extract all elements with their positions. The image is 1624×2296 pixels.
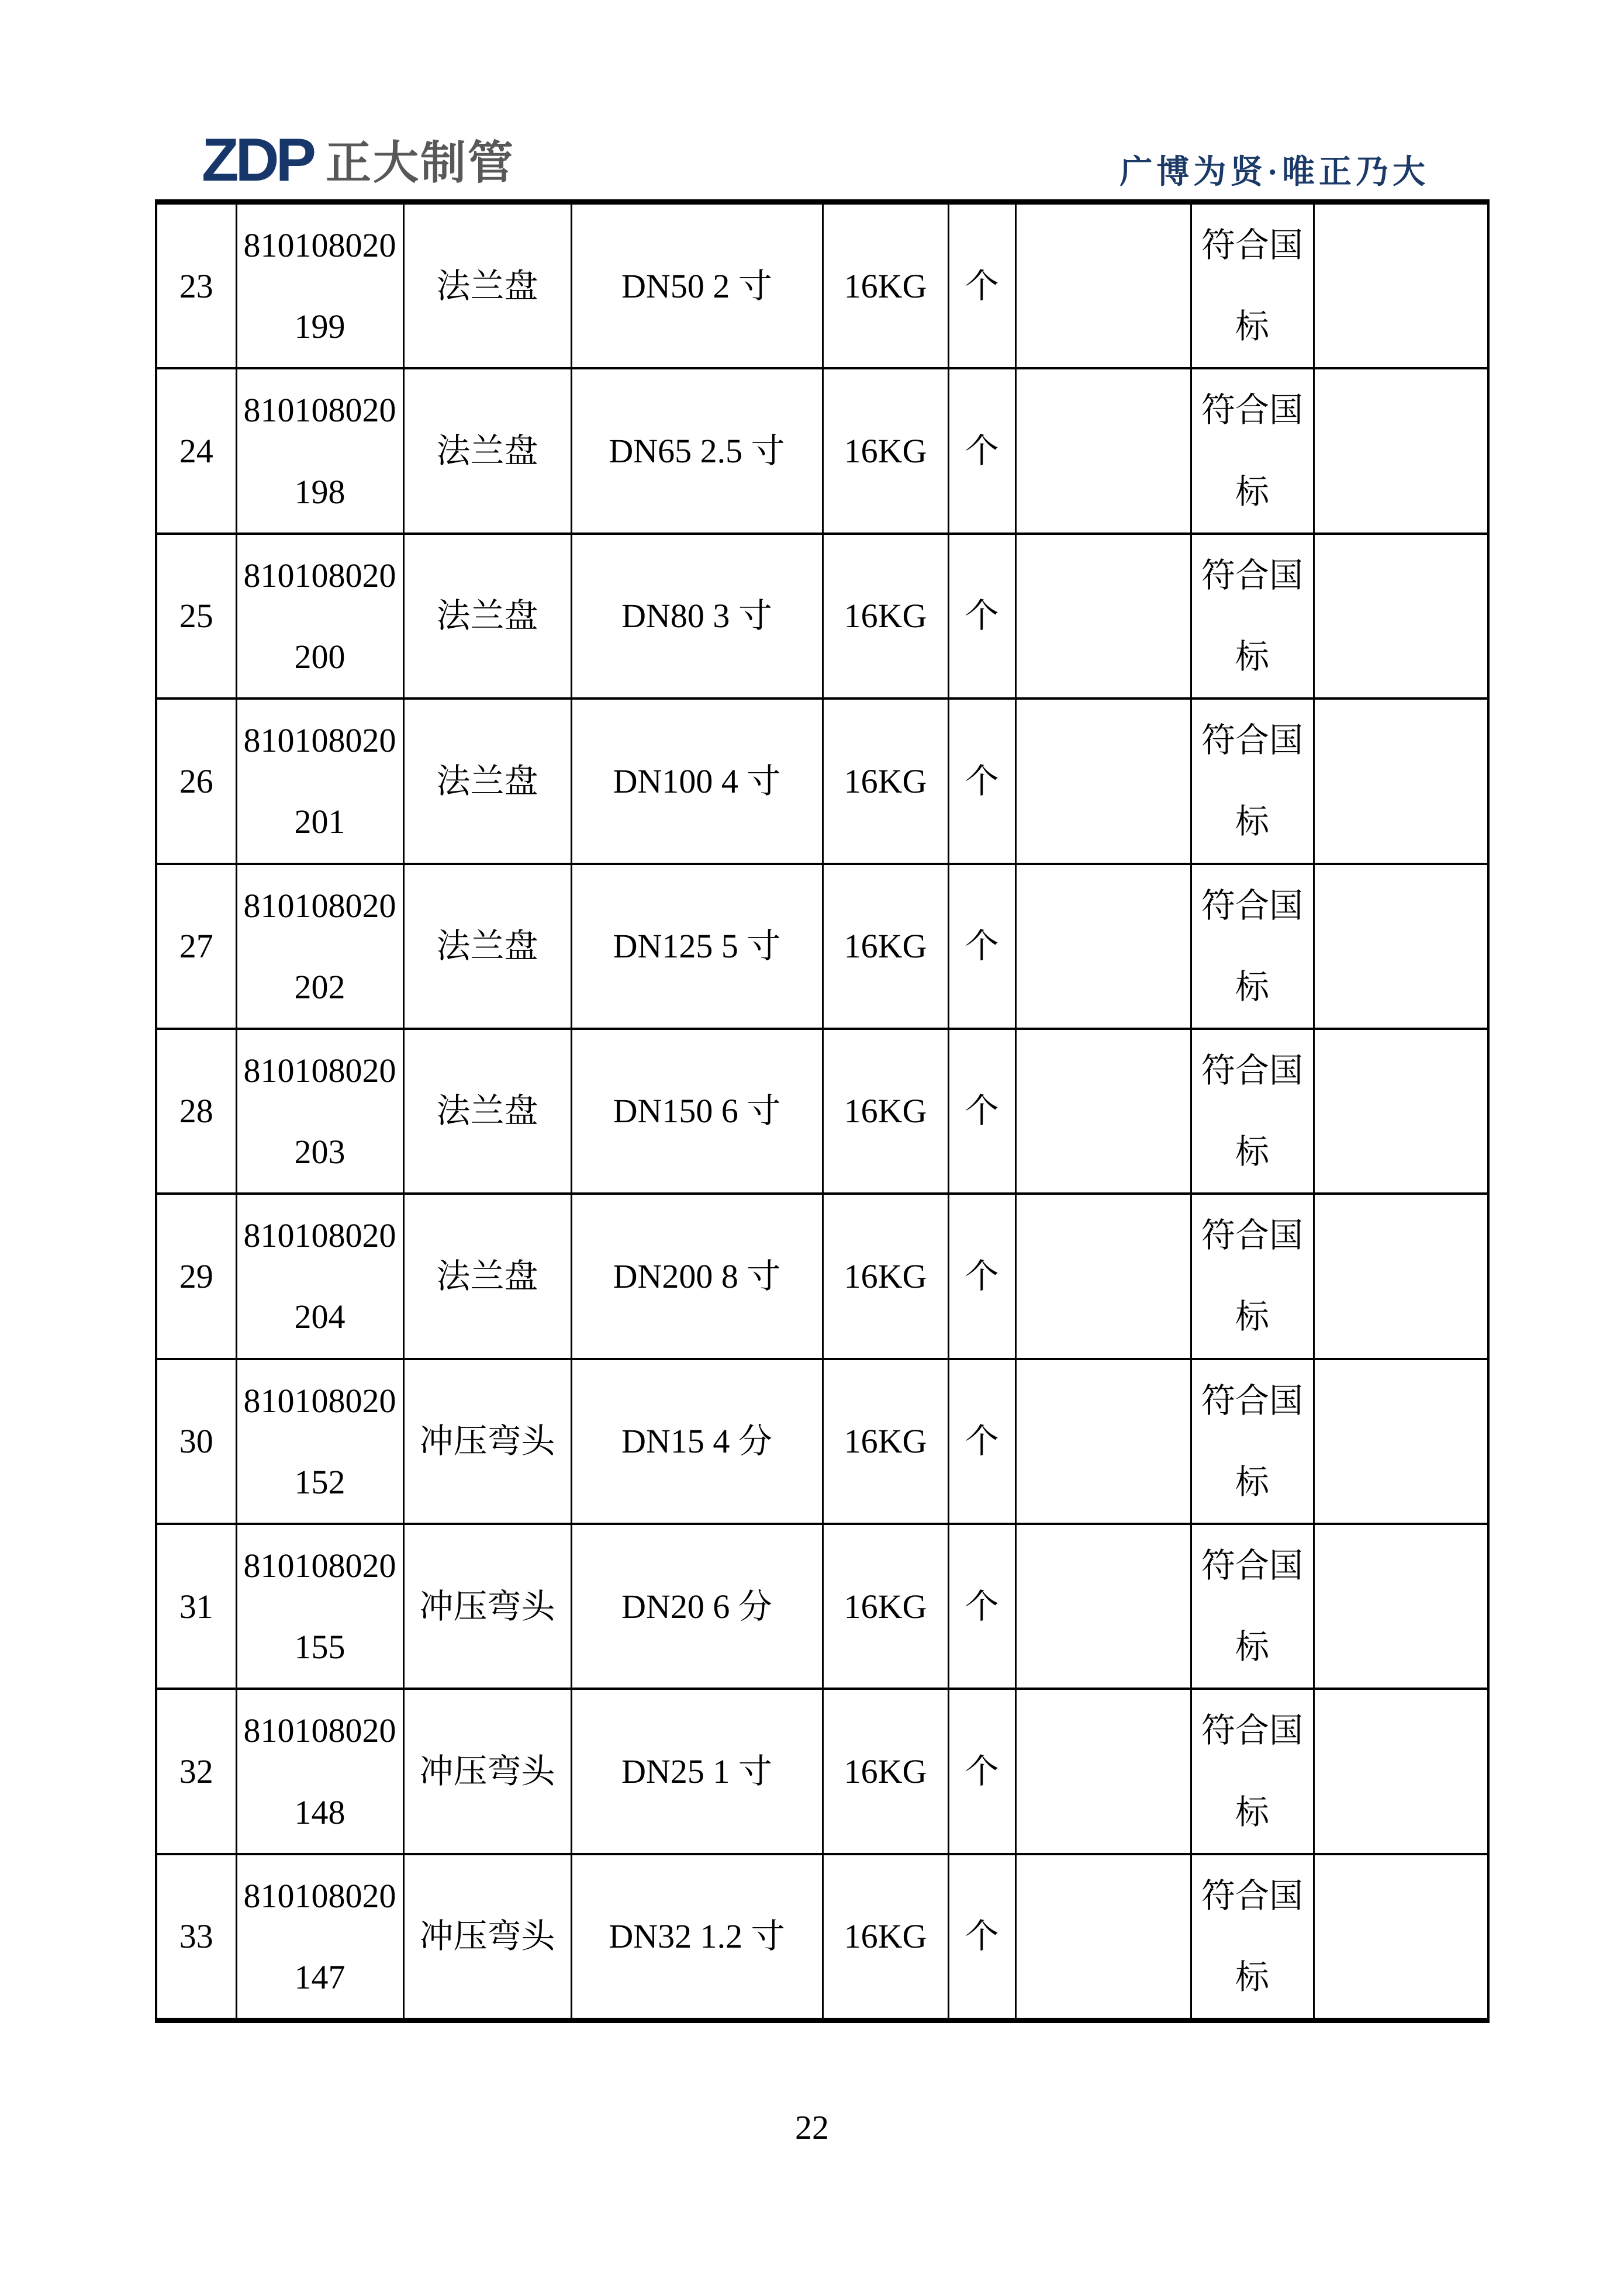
code-text: 810108020152 [243,1381,396,1501]
empty-cell-2 [1314,1029,1488,1194]
code-cell [236,1854,403,2021]
table-row [156,699,1488,863]
unit-cell: 个 [948,534,1015,699]
empty-cell-1 [1015,202,1191,369]
row-number-cell: 29 [156,1194,236,1358]
row-number-cell: 33 [156,1854,236,2021]
code-cell [236,1524,403,1689]
table-row [156,1359,1488,1524]
unit-cell: 个 [948,1029,1015,1194]
spec-cell: DN150 6 寸 [571,1029,823,1194]
compliance-text: 符合国标 [1201,1547,1303,1666]
compliance-text: 符合国标 [1201,1381,1303,1501]
unit-cell: 个 [948,1359,1015,1524]
row-number-cell: 27 [156,864,236,1029]
compliance-cell [1191,699,1314,863]
code-cell [236,202,403,369]
product-name-cell: 冲压弯头 [403,1359,571,1524]
compliance-cell [1191,1854,1314,2021]
unit-cell: 个 [948,202,1015,369]
unit-cell: 个 [948,1194,1015,1358]
unit-cell: 个 [948,1854,1015,2021]
pressure-cell: 16KG [823,1194,948,1358]
products-table [155,199,1490,2023]
compliance-text: 符合国标 [1201,391,1303,511]
code-text: 810108020203 [243,1051,396,1171]
compliance-cell [1191,1689,1314,1854]
empty-cell-1 [1015,1524,1191,1689]
spec-cell: DN50 2 寸 [571,202,823,369]
empty-cell-1 [1015,1854,1191,2021]
unit-cell: 个 [948,1689,1015,1854]
header-slogan: 广博为贤·唯正乃大 [1119,154,1429,191]
empty-cell-2 [1314,1359,1488,1524]
row-number-cell: 23 [156,202,236,369]
row-number-cell: 26 [156,699,236,863]
pressure-cell: 16KG [823,202,948,369]
empty-cell-2 [1314,1689,1488,1854]
compliance-text: 符合国标 [1201,1876,1303,1996]
product-name-cell: 法兰盘 [403,699,571,863]
pressure-cell: 16KG [823,534,948,699]
row-number-cell: 28 [156,1029,236,1194]
empty-cell-2 [1314,1194,1488,1358]
code-text: 810108020147 [243,1876,396,1996]
code-text: 810108020155 [243,1547,396,1666]
compliance-text: 符合国标 [1201,1216,1303,1336]
compliance-cell [1191,1359,1314,1524]
spec-cell: DN15 4 分 [571,1359,823,1524]
empty-cell-2 [1314,368,1488,533]
product-name-cell: 冲压弯头 [403,1689,571,1854]
compliance-cell [1191,1194,1314,1358]
compliance-cell [1191,1029,1314,1194]
row-number-cell: 31 [156,1524,236,1689]
empty-cell-2 [1314,534,1488,699]
product-name-cell: 冲压弯头 [403,1854,571,2021]
logo-company-name: 正大制管 [326,137,516,189]
empty-cell-1 [1015,1194,1191,1358]
code-text: 810108020148 [243,1711,396,1831]
compliance-text: 符合国标 [1201,226,1303,346]
unit-cell: 个 [948,368,1015,533]
code-cell [236,534,403,699]
product-name-cell: 法兰盘 [403,1194,571,1358]
code-text: 810108020201 [243,721,396,841]
code-cell [236,699,403,863]
empty-cell-1 [1015,1689,1191,1854]
empty-cell-1 [1015,699,1191,863]
empty-cell-1 [1015,1359,1191,1524]
pressure-cell: 16KG [823,1029,948,1194]
pressure-cell: 16KG [823,864,948,1029]
unit-cell: 个 [948,1524,1015,1689]
table-row [156,1524,1488,1689]
code-cell [236,1029,403,1194]
pressure-cell: 16KG [823,1689,948,1854]
empty-cell-2 [1314,699,1488,863]
table-row [156,864,1488,1029]
row-number-cell: 30 [156,1359,236,1524]
spec-cell: DN65 2.5 寸 [571,368,823,533]
spec-cell: DN25 1 寸 [571,1689,823,1854]
product-name-cell: 法兰盘 [403,864,571,1029]
table-row [156,1029,1488,1194]
unit-cell: 个 [948,699,1015,863]
product-name-cell: 冲压弯头 [403,1524,571,1689]
compliance-text: 符合国标 [1201,1711,1303,1831]
page-number: 22 [795,2108,829,2146]
code-cell [236,368,403,533]
empty-cell-2 [1314,1524,1488,1689]
empty-cell-1 [1015,864,1191,1029]
code-text: 810108020199 [243,226,396,346]
empty-cell-2 [1314,864,1488,1029]
pressure-cell: 16KG [823,1524,948,1689]
code-cell [236,1359,403,1524]
table-row [156,534,1488,699]
code-cell [236,864,403,1029]
product-name-cell: 法兰盘 [403,202,571,369]
spec-cell: DN100 4 寸 [571,699,823,863]
empty-cell-1 [1015,1029,1191,1194]
empty-cell-1 [1015,368,1191,533]
compliance-cell [1191,368,1314,533]
spec-cell: DN32 1.2 寸 [571,1854,823,2021]
compliance-text: 符合国标 [1201,886,1303,1006]
row-number-cell: 24 [156,368,236,533]
spec-cell: DN200 8 寸 [571,1194,823,1358]
spec-cell: DN125 5 寸 [571,864,823,1029]
row-number-cell: 32 [156,1689,236,1854]
company-logo [202,126,516,194]
logo-zdp-text: ZDP [202,126,313,194]
product-name-cell: 法兰盘 [403,1029,571,1194]
spec-cell: DN20 6 分 [571,1524,823,1689]
table-row [156,1854,1488,2021]
pressure-cell: 16KG [823,699,948,863]
code-text: 810108020200 [243,556,396,676]
code-text: 810108020198 [243,391,396,511]
code-cell [236,1689,403,1854]
empty-cell-2 [1314,202,1488,369]
compliance-cell [1191,864,1314,1029]
code-cell [236,1194,403,1358]
pressure-cell: 16KG [823,1359,948,1524]
code-text: 810108020202 [243,886,396,1006]
compliance-cell [1191,534,1314,699]
product-name-cell: 法兰盘 [403,534,571,699]
table-row [156,1194,1488,1358]
spec-cell: DN80 3 寸 [571,534,823,699]
row-number-cell: 25 [156,534,236,699]
compliance-text: 符合国标 [1201,721,1303,841]
compliance-text: 符合国标 [1201,556,1303,676]
compliance-text: 符合国标 [1201,1051,1303,1171]
compliance-cell [1191,202,1314,369]
product-name-cell: 法兰盘 [403,368,571,533]
pressure-cell: 16KG [823,1854,948,2021]
empty-cell-1 [1015,534,1191,699]
code-text: 810108020204 [243,1216,396,1336]
compliance-cell [1191,1524,1314,1689]
table-row [156,368,1488,533]
table-row [156,202,1488,369]
pressure-cell: 16KG [823,368,948,533]
unit-cell: 个 [948,864,1015,1029]
table-row [156,1689,1488,1854]
empty-cell-2 [1314,1854,1488,2021]
